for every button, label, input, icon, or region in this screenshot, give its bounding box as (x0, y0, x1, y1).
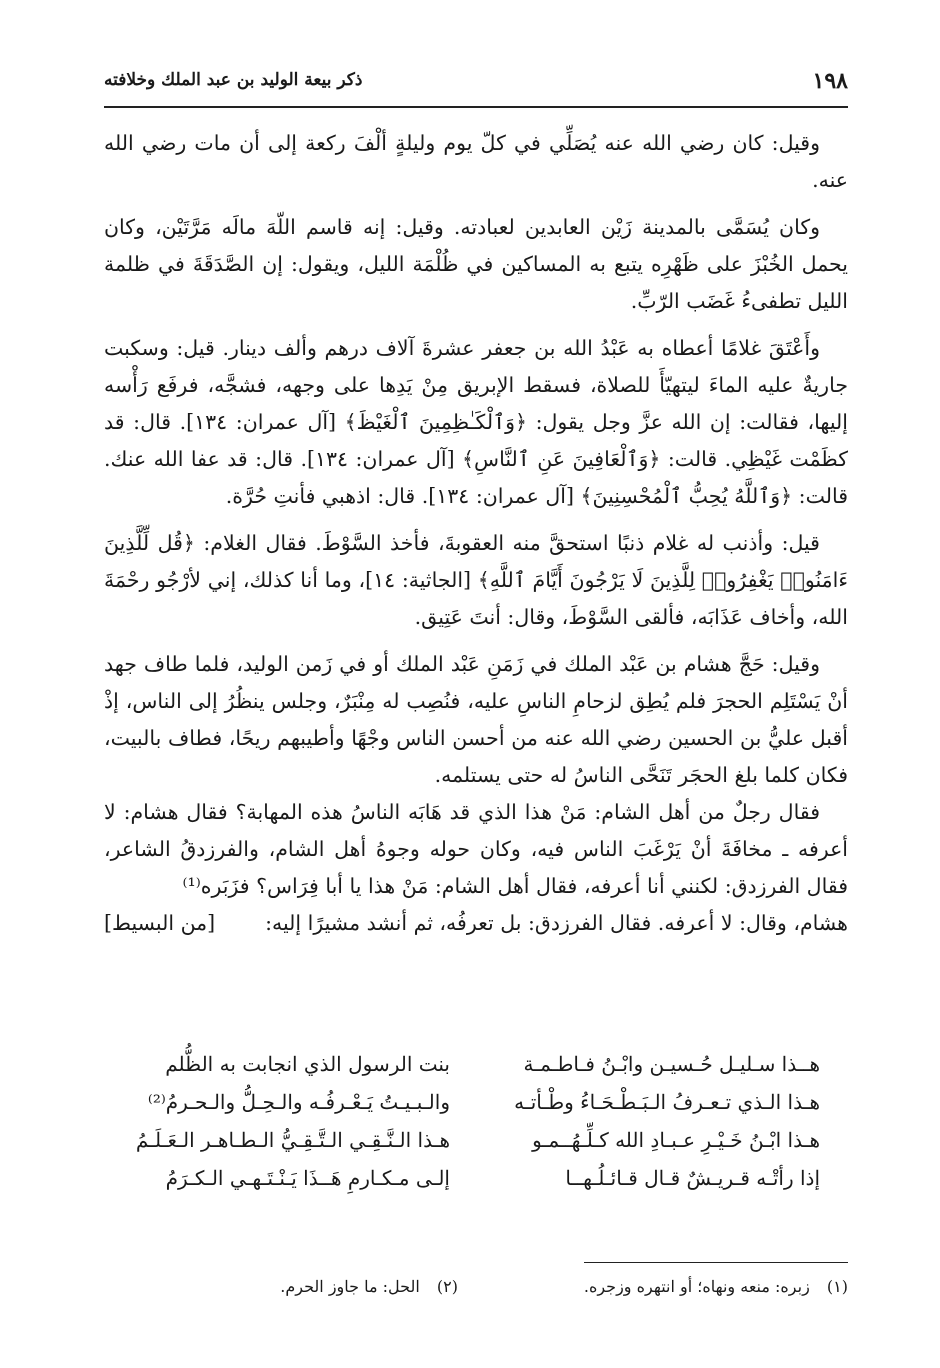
verse-second-hemistich: هـذا الـنَّـقِـي الـتَّـقِـيُّ الـطـاهـر الـعَـلَـمُ (135, 1128, 450, 1152)
footnote-text: زبره: منعه ونهاه؛ أو انتهره وزجره. (583, 1277, 810, 1296)
verse-second-hemistich: والـبـيـتُ يَـعْـرفُـه والـحِـلُّ والـحـرمُ⁽²⁾ (147, 1090, 450, 1114)
footnote-rule (584, 1262, 848, 1263)
header-rule (104, 106, 848, 108)
footnote-text: الحل: ما جاوز الحرم. (280, 1277, 420, 1296)
verse-first-hemistich: هــذا سـليـل حُـسيـن وابْـنُ فـاطـمـة (523, 1052, 820, 1076)
poem-verse (120, 1166, 820, 1204)
paragraph-slave-girl: وأَعْتَقَ غلامًا أعطاه به عَبْدُ الله بن جعفر عشرةَ آلاف درهم وألف دينار. قيل: وسكبت جاريةٌ عليه الماءَ ليتهيّأَ للصلاة، فسقط الإبريق مِنْ يَدِها على وجهه، فشجَّه، فرفَع رَأْسه إليها، فقالت: إن الله عزَّ وجل يقول: ﴿وَٱلْكَـٰظِمِينَ ٱلْغَيْظَ﴾ [آل عمران: ١٣٤]. قال: قد كظَمْت غَيْظِي. قالت: ﴿وَٱلْعَافِينَ عَنِ ٱلنَّاسِ﴾ [آل عمران: ١٣٤]. قال: قد عفا الله عنك. قالت: ﴿وَٱللَّهُ يُحِبُّ ٱلْمُحْسِنِينَ﴾ [آل عمران: ١٣٤]. قال: اذهبي فأنتِ حُرَّة. (104, 336, 848, 508)
footnote-number: (١) (826, 1277, 848, 1296)
page-number: ١٩٨ (812, 68, 848, 94)
verse-first-hemistich: هـذا ابْـنُ خَـيْـرِ عـبـادِ الله كـلِّـهُــمـو (532, 1128, 820, 1152)
poem-intro-text: هشام، وقال: لا أعرفه. فقال الفرزدق: بل تعرفُه، ثم أنشد مشيرًا إليه: (265, 911, 848, 935)
verse-first-hemistich: إذا رأتْـه قـريـشٌ قـال قـائـلُـهــا (565, 1166, 820, 1190)
footnote-number: (٢) (436, 1277, 458, 1296)
verse-first-hemistich: هـذا الـذي تـعـرفُ الـبَـطْـحَـاءُ وطْـأتـه (514, 1090, 820, 1114)
verse-second-hemistich: بنت الرسول الذي انجابت به الظُّلم (165, 1052, 450, 1076)
running-title: ذكر بيعة الوليد بن عبد الملك وخلافته (104, 70, 363, 90)
paragraph-prayer: وقيل: كان رضي الله عنه يُصَلِّي في كلّ يوم وليلةٍ ألْفَ ركعة إلى أن مات رضي الله عنه. (104, 131, 848, 192)
paragraph-zayn-al-abidin: وكان يُسَمَّى بالمدينة زَيْن العابدين لعبادته. وقيل: إنه قاسم اللّهَ مالَه مَرَّتَيْن، وكان يحمل الخُبْزَ على ظَهْرِه يتبع به المساكين في ظُلْمَة الليل، ويقول: إن الصَّدَقَةَ في ظلمة الليل تطفىءُ غَضَب الرّبِّ. (104, 215, 848, 313)
paragraph-slave-boy: قيل: وأذنب له غلام ذنبًا استحقَّ منه العقوبةَ، فأخذ السَّوْطَ. فقال الغلام: ﴿قُل لِّلَّذِينَ ءَامَنُوا۟ يَغْفِرُوا۟ لِلَّذِينَ لَا يَرْجُونَ أَيَّامَ ٱللَّهِ﴾ [الجاثية: ١٤]، وما أنا كذلك، إني لأرْجُو رحْمَةَ الله، وأخاف عَذَابَه، فألقى السَّوْطَ، وقال: أنتَ عَتِيق. (104, 531, 848, 629)
paragraph-farazdaq: فقال رجلٌ من أهل الشام: مَنْ هذا الذي قد هَابَه الناسُ هذه المهابة؟ فقال هشام: لا أعرفه ـ مخافَةَ أنْ يَرْغَبَ الناس فيه، وكان حوله وجوهُ أهل الشام، والفرزدقُ الشاعر، فقال الفرزدق: لكنني أنا أعرفه، فقال أهل الشام: مَنْ هذا يا أبا فِرَاس؟ فزَبَره⁽¹⁾ (104, 800, 848, 898)
poem-verse (120, 1128, 820, 1166)
verse-second-hemistich: إلـى مـكـارمِ هَــذَا يَـنْـتَـهـي الـكـرَمُ (165, 1166, 450, 1190)
poem-meter: [من البسيط] (104, 911, 216, 935)
poem-verse (120, 1052, 820, 1090)
body-text (104, 125, 848, 942)
poem-verse (120, 1090, 820, 1128)
poem-intro (104, 905, 848, 942)
poem (120, 1052, 820, 1204)
page-header (104, 66, 848, 100)
footnote-1 (584, 1277, 848, 1296)
paragraph-hisham-hajj: وقيل: حَجَّ هشام بن عَبْد الملك في زَمَنِ عَبْد الملك أو في زَمن الوليد، فلما طاف جهد أنْ يَسْتَلِم الحجرَ فلم يُطِق لزحامِ الناسِ عليه، فنُصِب له مِنْبَرٌ، وجلس ينظُرُ إلى الناس، إذْ أقبل عليُّ بن الحسين رضي الله عنه من أحسن الناس وجْهًا وأطيبهم ريحًا، فطاف بالبيت، فكان كلما بلغ الحجَر تَنَحَّى الناسُ له حتى يستلمه. (104, 652, 848, 787)
footnote-2 (280, 1277, 458, 1296)
footnotes (104, 1277, 848, 1307)
